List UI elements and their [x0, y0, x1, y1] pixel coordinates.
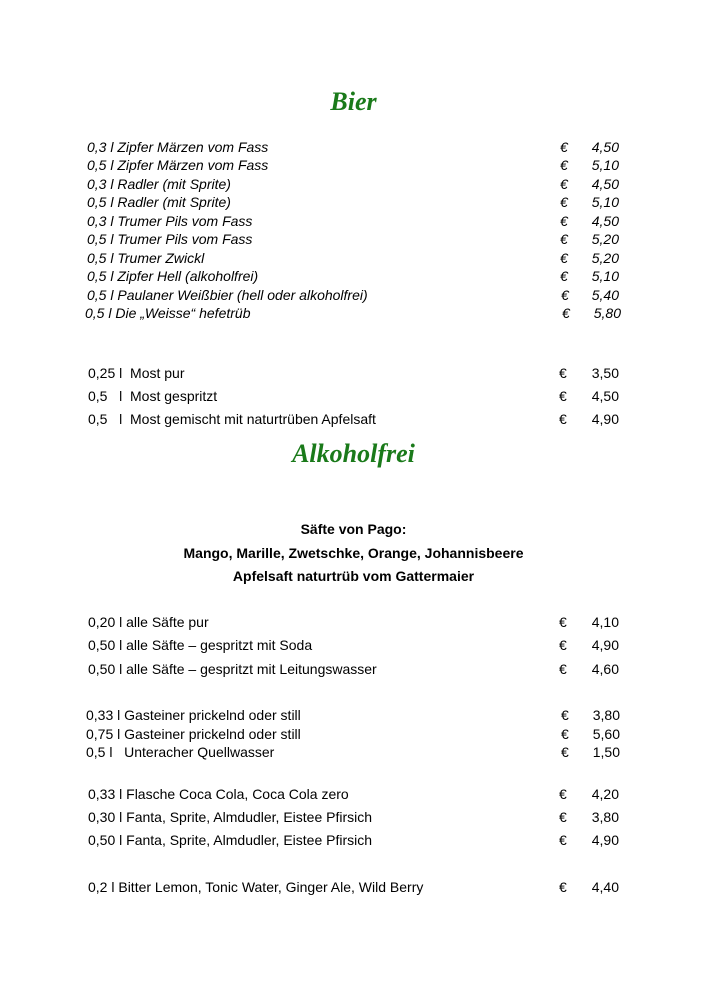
item-price: 5,10 [591, 157, 619, 173]
item-price: 5,40 [591, 287, 619, 303]
juice-header-line: Mango, Marille, Zwetschke, Orange, Johannisbeere [183, 545, 524, 561]
euro-sign: € [559, 614, 567, 630]
menu-item [0, 660, 707, 679]
menu-item [0, 636, 707, 655]
item-name: 0,50 l alle Säfte – gespritzt mit Leitungswasser [88, 661, 377, 677]
item-price: 4,50 [591, 213, 619, 229]
item-name: 0,3 l Zipfer Märzen vom Fass [87, 139, 269, 155]
item-price: 4,50 [591, 388, 619, 404]
item-price: 4,50 [591, 176, 619, 192]
item-name: 0,5 l Trumer Pils vom Fass [87, 231, 253, 247]
item-price: 3,80 [592, 707, 620, 723]
alkoholfrei-heading: Alkoholfrei [292, 439, 415, 468]
menu-item [0, 831, 707, 850]
menu-item [0, 230, 707, 249]
menu-item [0, 364, 707, 383]
item-name: 0,5 l Unteracher Quellwasser [86, 744, 275, 760]
item-name: 0,5 l Zipfer Hell (alkoholfrei) [87, 268, 259, 284]
item-name: 0,3 l Radler (mit Sprite) [87, 176, 231, 192]
euro-sign: € [560, 139, 568, 155]
item-name: 0,5 l Paulaner Weißbier (hell oder alkoholfrei) [87, 287, 368, 303]
item-name: 0,5 l Radler (mit Sprite) [87, 194, 231, 210]
euro-sign: € [560, 213, 568, 229]
item-price: 5,10 [591, 268, 619, 284]
item-name: 0,5 l Most gespritzt [88, 388, 218, 404]
euro-sign: € [560, 176, 568, 192]
item-price: 5,20 [591, 250, 619, 266]
item-name: 0,33 l Gasteiner prickelnd oder still [86, 707, 301, 723]
item-price: 4,40 [591, 879, 619, 895]
item-price: 5,80 [593, 305, 621, 321]
euro-sign: € [561, 744, 569, 760]
item-name: 0,50 l alle Säfte – gespritzt mit Soda [88, 637, 313, 653]
menu-item [0, 743, 707, 762]
euro-sign: € [560, 268, 568, 284]
menu-item [0, 387, 707, 406]
menu-item [0, 878, 707, 897]
menu-item [0, 304, 707, 323]
item-price: 4,60 [591, 661, 619, 677]
menu-item [0, 725, 707, 744]
item-price: 4,90 [591, 832, 619, 848]
item-price: 3,50 [591, 365, 619, 381]
juice-header-line: Säfte von Pago: [300, 521, 407, 537]
item-name: 0,20 l alle Säfte pur [88, 614, 209, 630]
menu-item [0, 613, 707, 632]
euro-sign: € [559, 809, 567, 825]
euro-sign: € [561, 726, 569, 742]
menu-item [0, 193, 707, 212]
menu-item [0, 175, 707, 194]
euro-sign: € [559, 786, 567, 802]
euro-sign: € [562, 305, 570, 321]
menu-item [0, 156, 707, 175]
item-price: 4,20 [591, 786, 619, 802]
item-price: 5,60 [592, 726, 620, 742]
item-price: 4,50 [591, 139, 619, 155]
euro-sign: € [560, 194, 568, 210]
item-name: 0,5 l Most gemischt mit naturtrüben Apfelsaft [88, 411, 376, 427]
item-price: 5,20 [591, 231, 619, 247]
juice-header-line: Apfelsaft naturtrüb vom Gattermaier [232, 568, 475, 584]
menu-item [0, 706, 707, 725]
euro-sign: € [559, 388, 567, 404]
item-name: 0,5 l Trumer Zwickl [87, 250, 205, 266]
item-name: 0,33 l Flasche Coca Cola, Coca Cola zero [88, 786, 349, 802]
menu-item [0, 267, 707, 286]
item-name: 0,25 l Most pur [88, 365, 185, 381]
menu-item [0, 410, 707, 429]
menu-item [0, 138, 707, 157]
euro-sign: € [559, 832, 567, 848]
euro-sign: € [560, 250, 568, 266]
euro-sign: € [559, 661, 567, 677]
item-name: 0,50 l Fanta, Sprite, Almdudler, Eistee Pfirsich [88, 832, 373, 848]
item-price: 3,80 [591, 809, 619, 825]
menu-item [0, 249, 707, 268]
euro-sign: € [559, 365, 567, 381]
euro-sign: € [561, 707, 569, 723]
item-name: 0,3 l Trumer Pils vom Fass [87, 213, 253, 229]
item-name: 0,5 l Zipfer Märzen vom Fass [87, 157, 269, 173]
bier-heading: Bier [330, 87, 377, 116]
item-name: 0,30 l Fanta, Sprite, Almdudler, Eistee Pfirsich [88, 809, 373, 825]
euro-sign: € [559, 637, 567, 653]
euro-sign: € [560, 157, 568, 173]
menu-item [0, 808, 707, 827]
euro-sign: € [561, 287, 569, 303]
euro-sign: € [559, 411, 567, 427]
menu-item [0, 286, 707, 305]
menu-item [0, 212, 707, 231]
menu-item [0, 785, 707, 804]
item-price: 5,10 [591, 194, 619, 210]
item-name: 0,75 l Gasteiner prickelnd oder still [86, 726, 301, 742]
item-price: 4,90 [591, 637, 619, 653]
euro-sign: € [559, 879, 567, 895]
item-name: 0,5 l Die „Weisse“ hefetrüb [85, 305, 251, 321]
item-price: 4,90 [591, 411, 619, 427]
euro-sign: € [560, 231, 568, 247]
item-price: 1,50 [592, 744, 620, 760]
item-name: 0,2 l Bitter Lemon, Tonic Water, Ginger Ale, Wild Berry [88, 879, 424, 895]
item-price: 4,10 [591, 614, 619, 630]
